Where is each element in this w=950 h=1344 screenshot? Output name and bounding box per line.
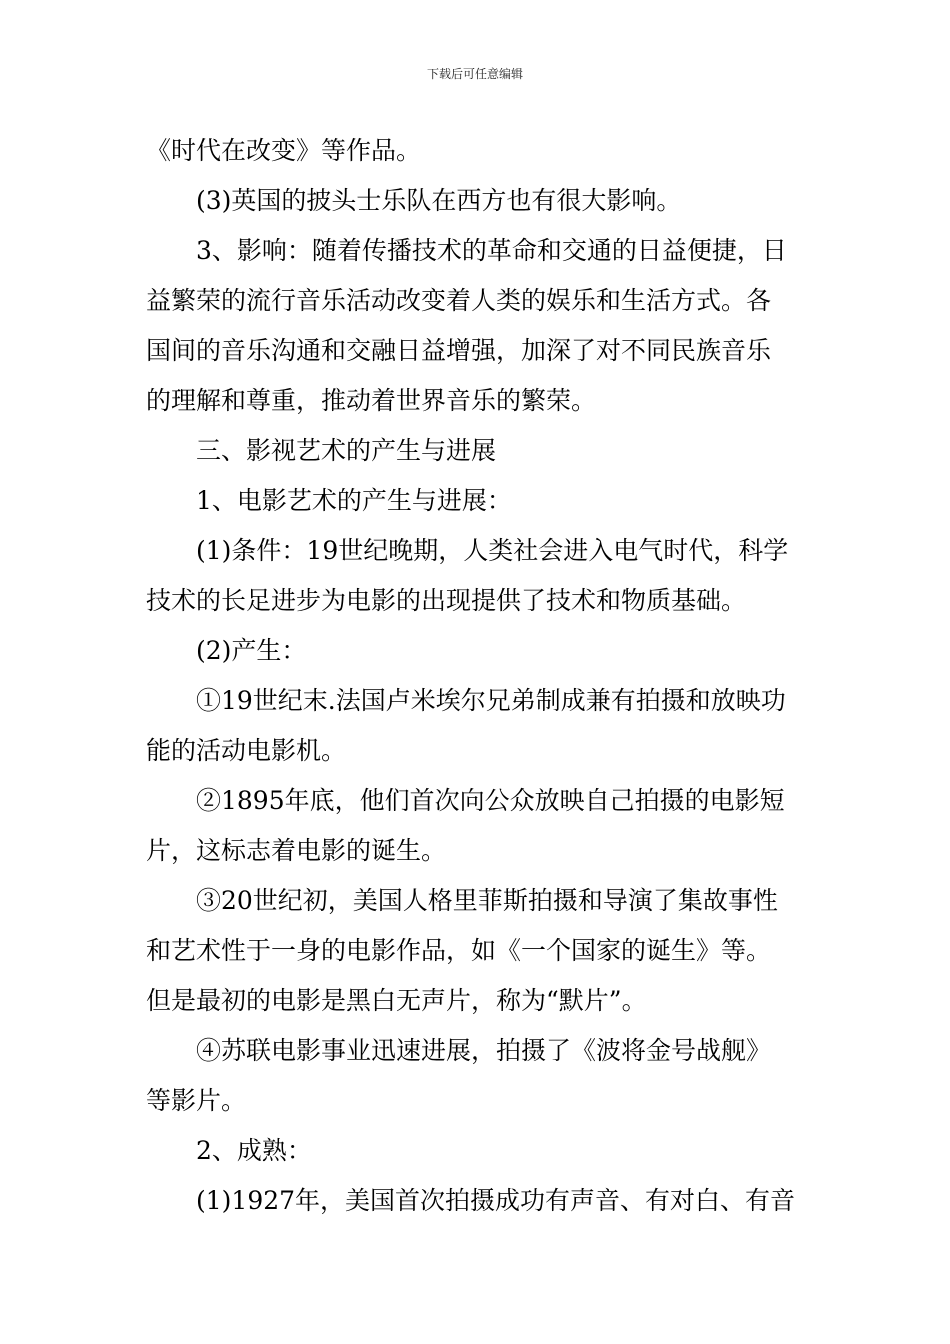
text-line: 益繁荣的流行音乐活动改变着人类的娱乐和生活方式。各 xyxy=(146,286,772,315)
text-line: (2)产生： xyxy=(196,636,307,665)
text-line: 但是最初的电影是黑白无声片，称为“默片”。 xyxy=(146,986,647,1015)
text-line: 2、成熟： xyxy=(196,1136,312,1165)
text-line: ③20世纪初，美国人格里菲斯拍摄和导演了集故事性 xyxy=(196,886,778,915)
text-line: 的理解和尊重，推动着世界音乐的繁荣。 xyxy=(146,386,597,415)
text-line: 技术的长足进步为电影的出现提供了技术和物质基础。 xyxy=(146,586,747,615)
text-line: 和艺术性于一身的电影作品，如《一个国家的诞生》等。 xyxy=(146,936,772,965)
text-line: 1、电影艺术的产生与进展： xyxy=(196,486,512,515)
text-line: (1)1927年，美国首次拍摄成功有声音、有对白、有音 xyxy=(196,1186,796,1215)
text-line: 能的活动电影机。 xyxy=(146,736,347,765)
text-line: 3、影响：随着传播技术的革命和交通的日益便捷，日 xyxy=(196,236,787,265)
text-line: 三、影视艺术的产生与进展 xyxy=(196,436,497,465)
text-line: 等影片。 xyxy=(146,1086,247,1115)
text-line: (1)条件：19世纪晚期，人类社会进入电气时代，科学 xyxy=(196,536,789,565)
text-line: (3)英国的披头士乐队在西方也有很大影响。 xyxy=(196,186,682,215)
text-line: 国间的音乐沟通和交融日益增强，加深了对不同民族音乐 xyxy=(146,336,772,365)
text-line: ②1895年底，他们首次向公众放映自己拍摄的电影短 xyxy=(196,786,785,815)
text-line: 片，这标志着电影的诞生。 xyxy=(146,836,447,865)
text-line: ①19世纪末.法国卢米埃尔兄弟制成兼有拍摄和放映功 xyxy=(196,686,786,715)
text-line: ④苏联电影事业迅速进展，拍摄了《波将金号战舰》 xyxy=(196,1036,772,1065)
document-body xyxy=(146,126,810,1226)
page-header: 下载后可任意编辑 xyxy=(426,67,523,81)
text-line: 《时代在改变》等作品。 xyxy=(146,136,422,165)
